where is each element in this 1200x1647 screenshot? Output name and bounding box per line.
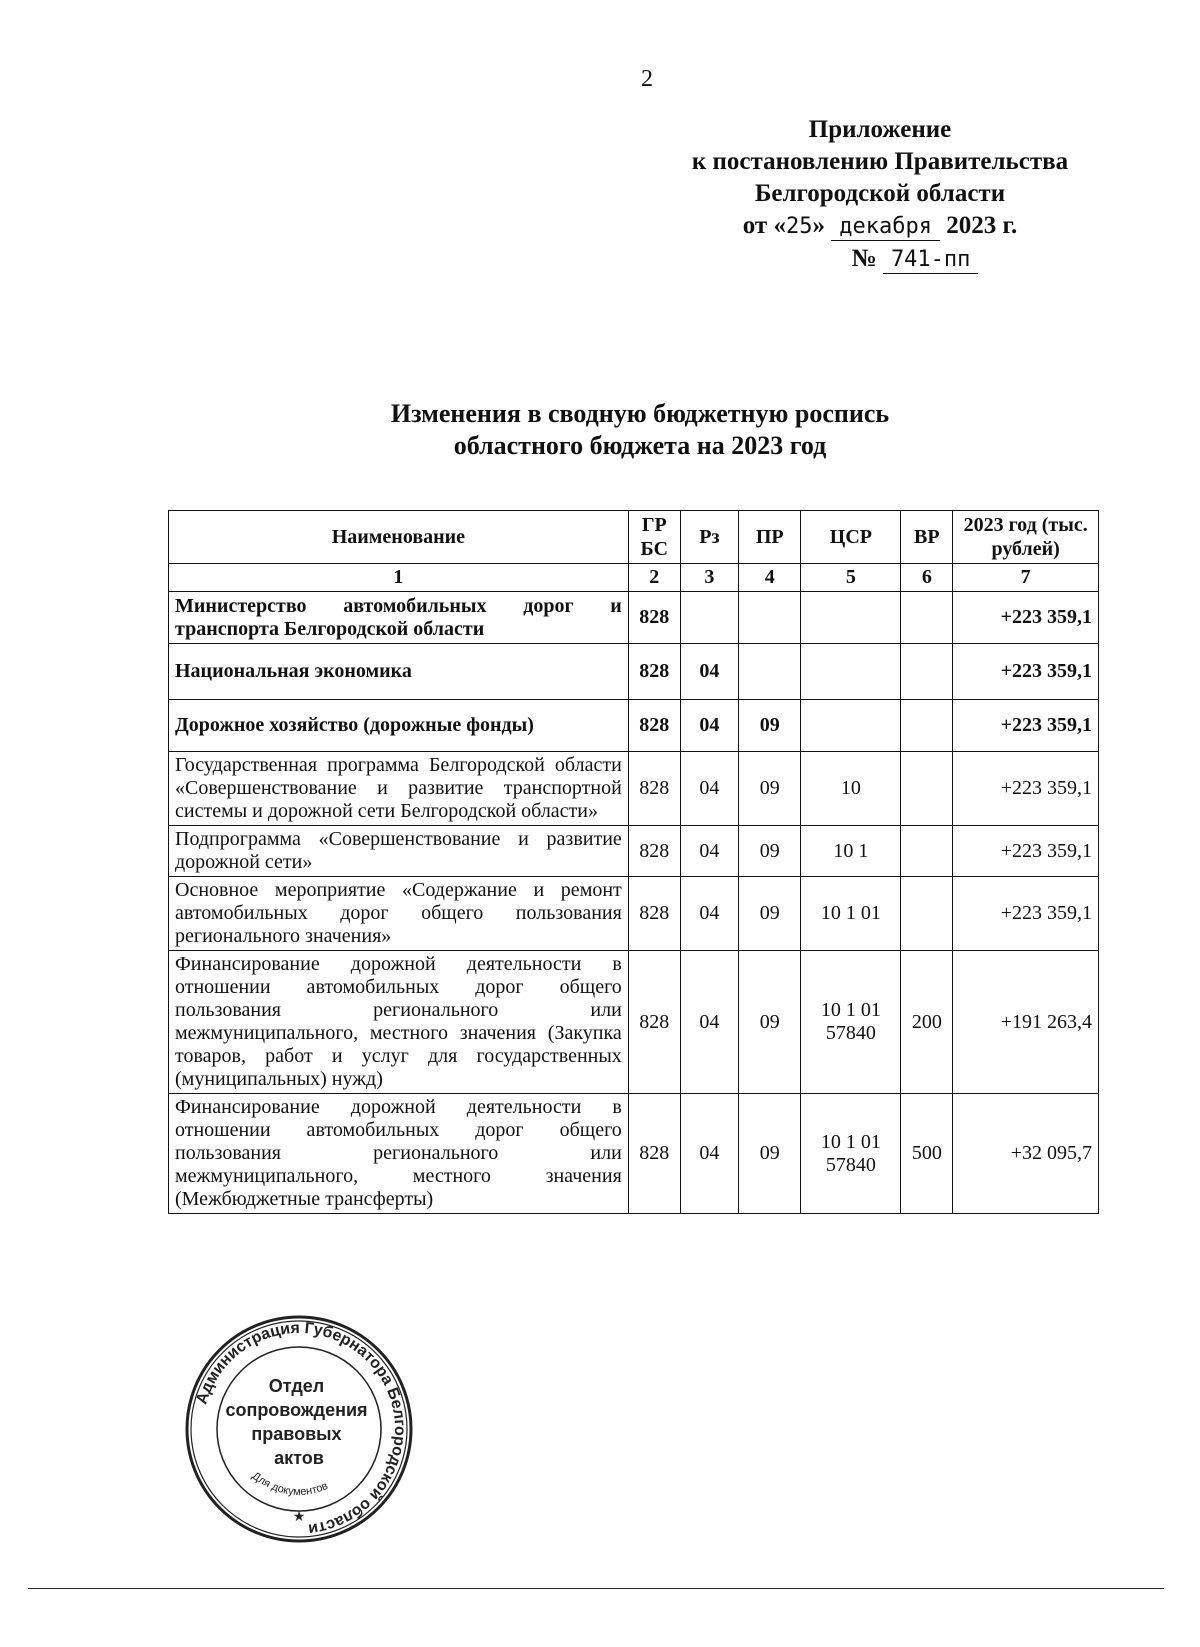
table-row [169,1094,1099,1214]
appendix-date-line [660,210,1100,243]
header-amount: 2023 год (тыс. рублей) [953,511,1099,564]
column-number: 1 [169,564,629,592]
row-rz: 04 [680,877,738,951]
column-number: 7 [953,564,1099,592]
row-rz: 04 [680,752,738,826]
row-vr [901,752,953,826]
column-number: 3 [680,564,738,592]
column-number: 2 [628,564,680,592]
date-year: 2023 г. [946,212,1018,239]
row-grbs: 828 [628,644,680,700]
row-rz [680,592,738,644]
row-vr: 200 [901,951,953,1094]
table-row [169,592,1099,644]
row-grbs: 828 [628,877,680,951]
row-rz: 04 [680,1094,738,1214]
stamp-center-line: сопровождения [225,1400,368,1420]
row-amount: +32 095,7 [953,1094,1099,1214]
date-mid: » [812,212,825,239]
row-amount: +223 359,1 [953,700,1099,752]
stamp-center-line: Отдел [268,1376,325,1396]
row-pr: 09 [739,1094,801,1214]
row-name: Финансирование дорожной деятельности в отношении автомобильных дорог общего пользования регионального или межмуниципального, местного значения (Закупка товаров, работ и услуг для государственных (муниципальных) нужд) [169,951,629,1094]
row-pr [739,644,801,700]
row-csr: 10 1 [801,826,901,877]
row-name: Государственная программа Белгородской области «Совершенствование и развитие транспортной системы и дорожной сети Белгородской области» [169,752,629,826]
header-vr: ВР [901,511,953,564]
row-rz: 04 [680,826,738,877]
column-number: 4 [739,564,801,592]
stamp-star-icon: ★ [292,1510,306,1525]
row-amount: +223 359,1 [953,877,1099,951]
stamp-ring-text: Администрация Губернатора Белгородской области [193,1319,409,1538]
table-row [169,951,1099,1094]
row-vr [901,592,953,644]
table-header-row [169,511,1099,564]
table-row [169,644,1099,700]
row-name: Дорожное хозяйство (дорожные фонды) [169,700,629,752]
row-grbs: 828 [628,752,680,826]
number-prefix: № [851,245,877,272]
date-prefix: от « [742,212,786,239]
row-csr [801,592,901,644]
row-grbs: 828 [628,592,680,644]
row-csr: 10 [801,752,901,826]
document-title [300,398,980,462]
row-amount: +223 359,1 [953,592,1099,644]
appendix-header [660,114,1100,275]
row-rz: 04 [680,951,738,1094]
row-pr: 09 [739,877,801,951]
stamp-center-line: правовых [251,1424,342,1444]
date-day: 25 [785,214,813,239]
row-amount: +223 359,1 [953,644,1099,700]
row-pr: 09 [739,752,801,826]
row-rz: 04 [680,644,738,700]
column-number: 5 [801,564,901,592]
row-name: Основное мероприятие «Содержание и ремонт автомобильных дорог общего пользования регионального значения» [169,877,629,951]
row-grbs: 828 [628,951,680,1094]
date-month: декабря [831,214,940,241]
appendix-title: Приложение [808,116,952,143]
svg-text:Отдел сопровождения пр [225,1376,372,1468]
table-row [169,877,1099,951]
header-grbs: ГР БС [628,511,680,564]
row-pr [739,592,801,644]
row-rz: 04 [680,700,738,752]
row-csr [801,700,901,752]
row-name: Финансирование дорожной деятельности в отношении автомобильных дорог общего пользования регионального или межмуниципального, местного значения (Межбюджетные трансферты) [169,1094,629,1214]
budget-table [168,510,1099,1214]
row-amount: +223 359,1 [953,752,1099,826]
row-csr: 10 1 01 57840 [801,1094,901,1214]
row-pr: 09 [739,700,801,752]
row-pr: 09 [739,826,801,877]
row-vr [901,877,953,951]
table-row [169,826,1099,877]
official-stamp [184,1314,414,1544]
stamp-center-line: актов [274,1448,324,1468]
row-csr: 10 1 01 [801,877,901,951]
row-csr: 10 1 01 57840 [801,951,901,1094]
row-pr: 09 [739,951,801,1094]
row-amount: +223 359,1 [953,826,1099,877]
row-grbs: 828 [628,700,680,752]
header-pr: ПР [739,511,801,564]
appendix-line-region: Белгородской области [754,180,1006,207]
row-amount: +191 263,4 [953,951,1099,1094]
stamp-inner-arc-text: Для документов [249,1469,330,1499]
column-number: 6 [901,564,953,592]
row-vr [901,644,953,700]
bottom-rule [28,1588,1164,1589]
title-line-1: Изменения в сводную бюджетную роспись [390,399,890,428]
header-csr: ЦСР [801,511,901,564]
row-vr [901,826,953,877]
row-name: Подпрограмма «Совершенствование и развитие дорожной сети» [169,826,629,877]
number-value: 741-пп [883,247,978,274]
page-number: 2 [641,66,653,92]
row-grbs: 828 [628,826,680,877]
header-rz: Рз [680,511,738,564]
row-csr [801,644,901,700]
header-name: Наименование [169,511,629,564]
appendix-line-resolution: к постановлению Правительства [691,148,1069,175]
row-vr [901,700,953,752]
row-name: Министерство автомобильных дорог и транспорта Белгородской области [169,592,629,644]
column-number-row [169,564,1099,592]
appendix-number-line [660,243,1100,275]
row-vr: 500 [901,1094,953,1214]
table-row [169,700,1099,752]
title-line-2: областного бюджета на 2023 год [453,431,827,460]
table-row [169,752,1099,826]
row-grbs: 828 [628,1094,680,1214]
row-name: Национальная экономика [169,644,629,700]
